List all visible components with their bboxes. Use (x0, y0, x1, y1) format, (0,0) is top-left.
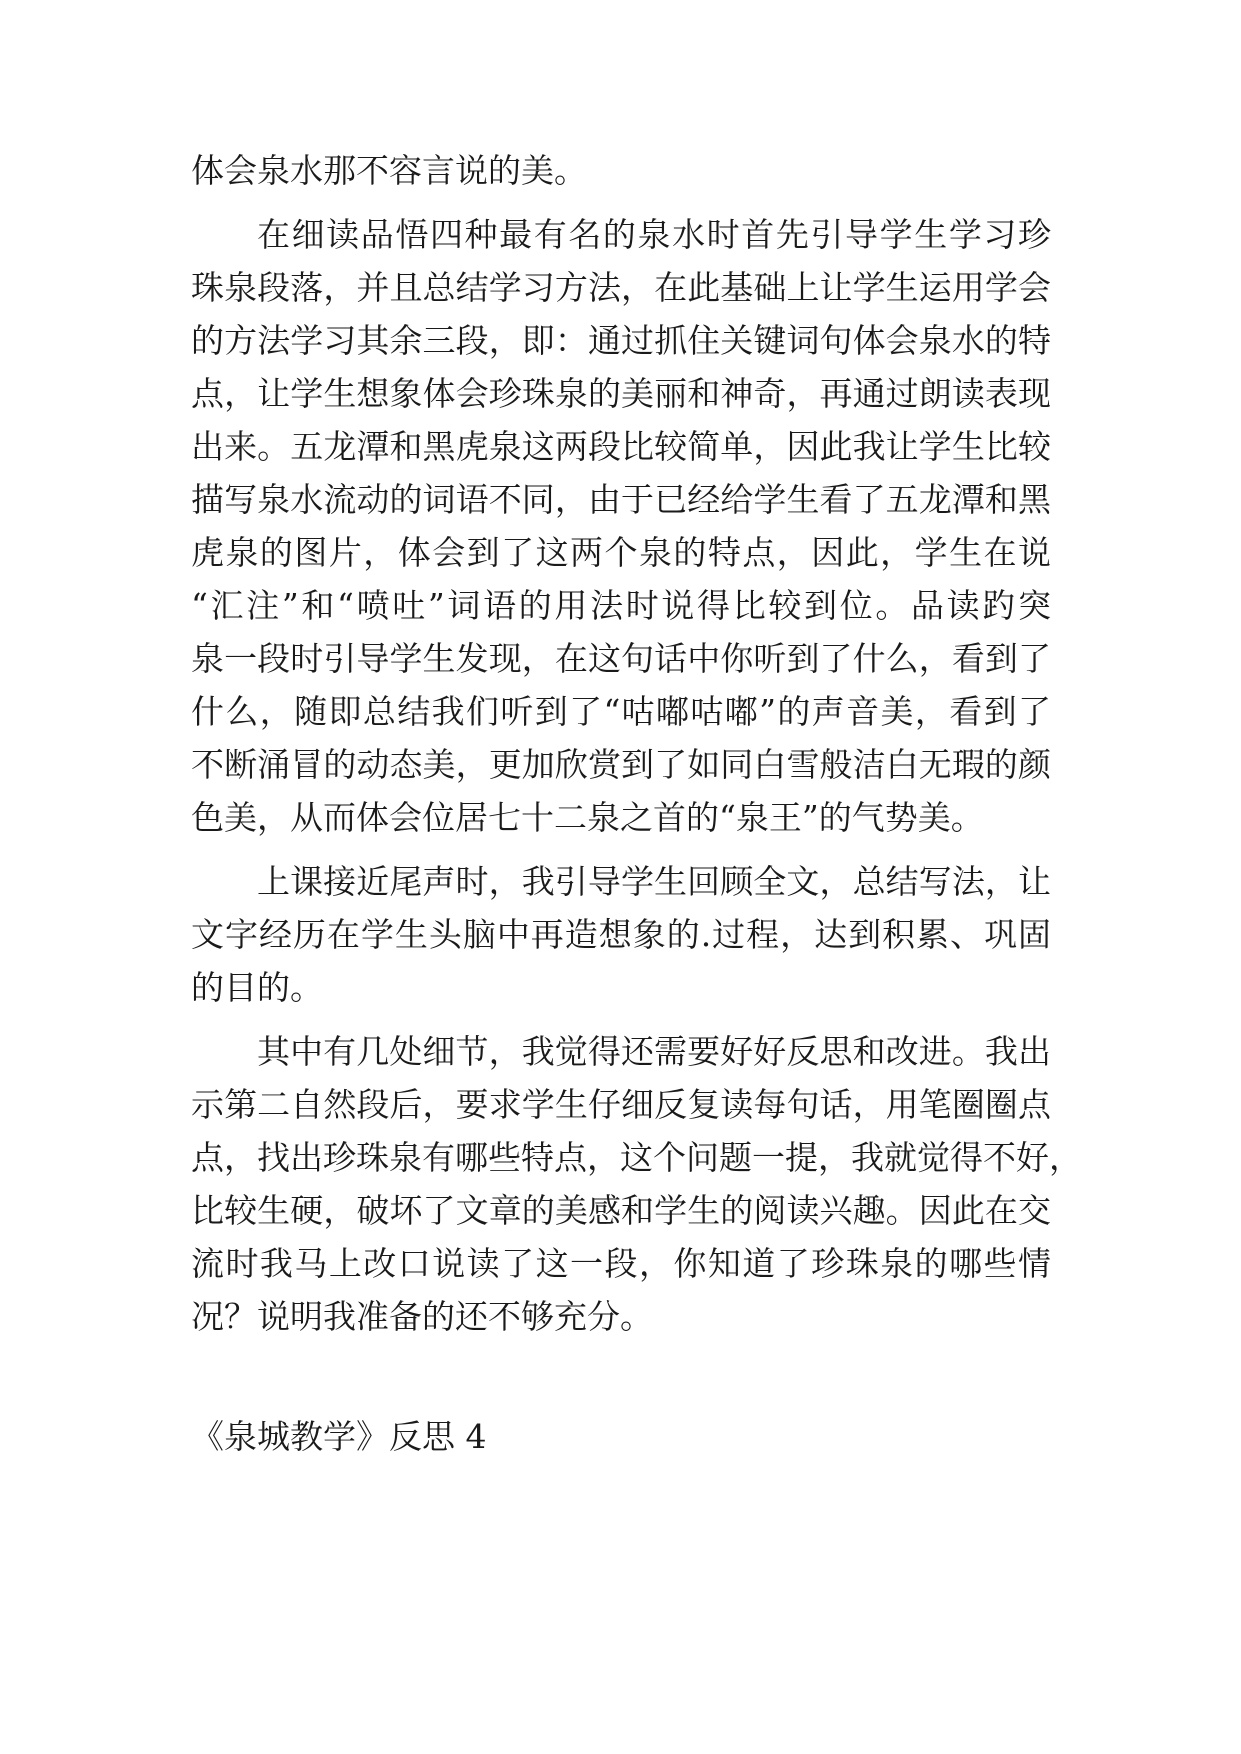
paragraph-line: “汇注”和“喷吐”词语的用法时说得比较到位。品读趵突 (191, 586, 1051, 625)
paragraph-line: 色美，从而体会位居七十二泉之首的“泉王”的气势美。 (191, 798, 984, 837)
paragraph-line: 珠泉段落，并且总结学习方法，在此基础上让学生运用学会 (191, 268, 1051, 307)
paragraph-line: 泉一段时引导学生发现，在这句话中你听到了什么，看到了 (191, 639, 1051, 678)
paragraph-line: 示第二自然段后，要求学生仔细反复读每句话，用笔圈圈点 (191, 1085, 1051, 1124)
paragraph-line: 点，找出珍珠泉有哪些特点，这个问题一提，我就觉得不好， (191, 1138, 1082, 1177)
paragraph-line: 的目的。 (191, 968, 323, 1007)
paragraph-line: 不断涌冒的动态美，更加欣赏到了如同白雪般洁白无瑕的颜 (191, 745, 1051, 784)
paragraph-line: 在细读品悟四种最有名的泉水时首先引导学生学习珍 (257, 215, 1051, 254)
paragraph-line: 况？说明我准备的还不够充分。 (191, 1297, 653, 1336)
paragraph-line: 比较生硬，破坏了文章的美感和学生的阅读兴趣。因此在交 (191, 1191, 1051, 1230)
paragraph-line: 描写泉水流动的词语不同，由于已经给学生看了五龙潭和黑 (191, 480, 1051, 519)
paragraph-line: 体会泉水那不容言说的美。 (191, 151, 587, 190)
paragraph-line: 什么，随即总结我们听到了“咕嘟咕嘟”的声音美，看到了 (191, 692, 1051, 731)
paragraph-line: 上课接近尾声时，我引导学生回顾全文，总结写法，让 (257, 862, 1051, 901)
paragraph-line: 出来。五龙潭和黑虎泉这两段比较简单，因此我让学生比较 (191, 427, 1051, 466)
paragraph-line: 其中有几处细节，我觉得还需要好好反思和改进。我出 (257, 1032, 1051, 1071)
paragraph-line: 虎泉的图片，体会到了这两个泉的特点，因此，学生在说 (191, 533, 1051, 572)
paragraph-line: 流时我马上改口说读了这一段，你知道了珍珠泉的哪些情 (191, 1244, 1051, 1283)
paragraph-line: 的方法学习其余三段，即：通过抓住关键词句体会泉水的特 (191, 321, 1051, 360)
section-title: 《泉城教学》反思 4 (191, 1417, 487, 1456)
paragraph-line: 点，让学生想象体会珍珠泉的美丽和神奇，再通过朗读表现 (191, 374, 1051, 413)
paragraph-line: 文字经历在学生头脑中再造想象的.过程，达到积累、巩固 (191, 915, 1051, 954)
